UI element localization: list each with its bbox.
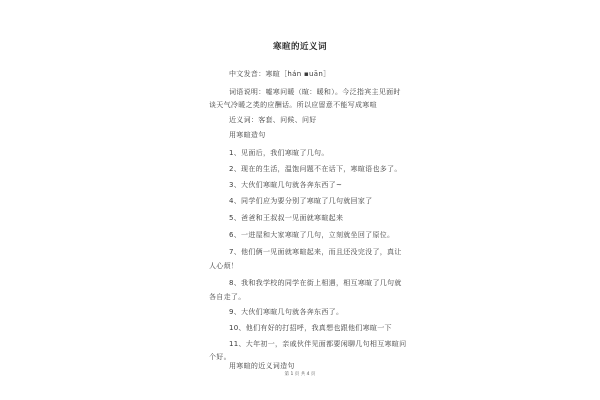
section-heading-synonym-sentences: 用寒暄的近义词造句 bbox=[229, 362, 295, 370]
example-sentence: 3、大伙们寒暄几句就各奔东西了~ bbox=[229, 181, 343, 189]
example-sentence: 11、大年初一，亲戚伙伴见面都要闲聊几句相互寒暄问 bbox=[229, 340, 407, 348]
example-sentence: 6、一进屋和大家寒暄了几句，立刻就坐回了原位。 bbox=[229, 231, 395, 239]
example-sentence: 9、大伙们寒暄几句就各奔东西了。 bbox=[229, 308, 344, 316]
example-sentence-continued: 各自走了。 bbox=[209, 293, 246, 301]
explanation-line: 词语说明：嘘寒问暖（暄：暖和）。今泛指宾主见面时 bbox=[229, 88, 401, 96]
example-sentence: 8、我和我学校的同学在街上相遇，相互寒暄了几句就 bbox=[229, 279, 402, 287]
example-sentence-continued: 人心烦！ bbox=[209, 262, 239, 270]
example-sentence: 2、现在的生活，温饱问题不在话下，寒暄语也多了。 bbox=[229, 165, 402, 173]
example-sentence: 7、他们俩一见面就寒暄起来，而且还没完没了，真让 bbox=[229, 248, 402, 256]
example-sentence: 10、他们有好的打招呼，我真想也跟他们寒暄一下 bbox=[229, 324, 392, 332]
example-sentence-continued: 个好。 bbox=[209, 353, 231, 361]
page-footer: 第 1 页 共 4 页 bbox=[284, 372, 316, 377]
example-sentence: 5、爸爸和王叔叔一见面就寒暄起来 bbox=[229, 214, 344, 222]
pronunciation-line: 中文发音：寒暄［hán ▪uān］ bbox=[229, 70, 331, 78]
section-heading: 用寒暄造句 bbox=[229, 131, 266, 139]
example-sentence: 1、见面后，我们寒暄了几句。 bbox=[229, 149, 329, 157]
example-sentence: 4、同学们应为要分别了寒暄了几句就回家了 bbox=[229, 197, 373, 205]
synonyms-line: 近义词：客套、问候、问好 bbox=[229, 116, 317, 124]
explanation-line-continued: 谈天气冷暖之类的应酬话。所以应留意不能写成寒喧 bbox=[209, 101, 377, 109]
page-title: 寒暄的近义词 bbox=[272, 42, 327, 52]
